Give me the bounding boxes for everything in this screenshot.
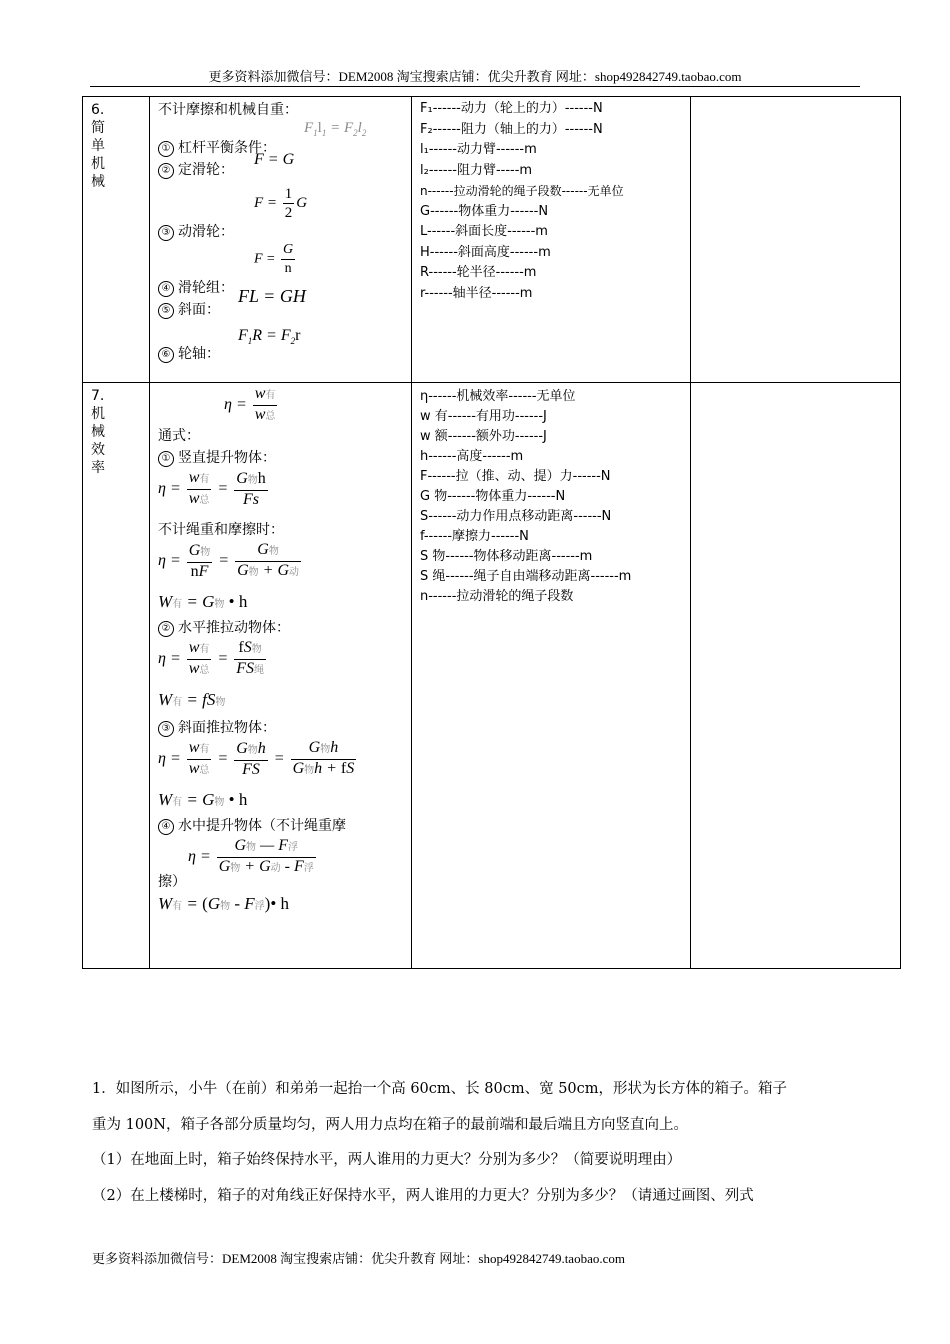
efficiency-general-formula: η = $\frac{\text{w有}}{\text{w总}}$ bbox=[224, 385, 276, 423]
variables-cell: F₁------动力（轮上的力）------N F₂------阻力（轴上的力）------N l₁------动力臂------m l₂------阻力臂-----m n------拉动滑轮的绳子段数------无单位 G------物体重力------N L------斜面长度------m H------斜面高度------m R------轮半径------m r------轴半径------m bbox=[412, 97, 691, 383]
formula-cell: η = $\frac{\text{w有}}{\text{w总}}$ 通式： ① 竖直提升物体： η = $\frac{\text{w有}}{\text{w总}}$ = $\frac{\text{G物h}}{Fs}$ 不计绳重和摩擦时： η = $\frac{\text{G物}}{nF}$ = $\frac{\text{G物}}{\text{G物 + G动}}$ W有 = G物 • h ② 水平推拉动物体： η = $\frac{\text{w有}}{\text{w总}}$ = $\frac{\text{fS物}}{\text{FS绳}}$ W有 = fS物 ③ 斜面推拉物体： η = $\frac{\text{w有}}{\text{w总}}$ = $\frac{\text{G物h}}{FS}$ = $\frac{\text{G物h}}{\text{G物h + fS}}$ W有 = G物 • h ④ 水中提升物体（不计绳重摩 η = $\frac{\text{G物 — F浮}}{\text{G物 + G动 - F浮}}$ 擦） W有 = (G物 - F浮)• h bbox=[150, 383, 412, 969]
question-part-1: （1）在地面上时，箱子始终保持水平，两人谁用的力更大？分别为多少？（简要说明理由） bbox=[92, 1152, 682, 1168]
lever-label: 杠杆平衡条件： bbox=[178, 140, 276, 156]
fixed-pulley-label: 定滑轮： bbox=[178, 162, 234, 178]
header-divider bbox=[90, 86, 860, 87]
page-header: 更多资料添加微信号：DEM2008 淘宝搜索店铺：优尖升教育 网址：shop492842749.taobao.com bbox=[208, 69, 742, 84]
no-rope-formula: η = $\frac{\text{G物}}{nF}$ = $\frac{\text{G物}}{\text{G物 + G动}}$ bbox=[158, 541, 300, 580]
question-part-2: （2）在上楼梯时，箱子的对角线正好保持水平，两人谁用的力更大？分别为多少？（请通过画图、列式 bbox=[92, 1188, 754, 1204]
horizontal-label: 水平推拉动物体： bbox=[178, 620, 290, 636]
useful-work-incline: W有 = G物 • h bbox=[158, 790, 248, 809]
no-rope-label: 不计绳重和摩擦时： bbox=[158, 522, 284, 538]
question-paragraph-1: 1．如图所示，小牛（在前）和弟弟一起抬一个高 60cm、长 80cm、宽 50cm，形状为长方体的箱子。箱子 bbox=[92, 1081, 788, 1097]
horizontal-formula: η = $\frac{\text{w有}}{\text{w总}}$ = $\frac{\text{fS物}}{\text{FS绳}}$ bbox=[158, 639, 264, 677]
vertical-lift-formula: η = $\frac{\text{w有}}{\text{w总}}$ = $\frac{\text{G物h}}{Fs}$ bbox=[158, 469, 266, 508]
pulley-block-formula: F = $\frac{G}{n}$ bbox=[254, 242, 294, 276]
question-paragraph-2: 重为 100N，箱子各部分质量均匀，两人用力点均在箱子的最前端和最后端且方向竖直向上。 bbox=[92, 1117, 688, 1133]
water-lift-formula: η = $\frac{\text{G物 — F浮}}{\text{G物 + G动 - F浮}}$ bbox=[188, 837, 314, 875]
category-cell: 7. 机 械 效 率 bbox=[83, 383, 150, 969]
movable-pulley-formula: F = $\frac{1}{2}$ G bbox=[254, 186, 308, 221]
table-row bbox=[83, 97, 901, 383]
variables-cell: η------机械效率------无单位 w 有------有用功------J w 额------额外功------J h------高度------m F------拉（推、动、提）力------N G 物------物体重力------N S------动力作用点移动距离------N f------摩擦力------N S 物------物体移动距离------m S 绳------绳子自由端移动距离------m n------拉动滑轮的绳子段数 bbox=[412, 383, 691, 969]
water-lift-label: 水中提升物体（不计绳重摩 bbox=[178, 818, 346, 834]
pulley-block-label: 滑轮组： bbox=[178, 280, 234, 296]
table-row bbox=[83, 383, 901, 969]
incline-push-formula: η = $\frac{\text{w有}}{\text{w总}}$ = $\frac{\text{G物h}}{FS}$ = $\frac{\text{G物h}}{\text{G物h + fS}}$ bbox=[158, 739, 355, 778]
formula-table bbox=[82, 96, 901, 969]
empty-cell bbox=[691, 97, 901, 383]
incline-formula: FL = GH bbox=[238, 286, 306, 306]
incline-push-label: 斜面推拉物体： bbox=[178, 720, 276, 736]
water-lift-label-cont: 擦） bbox=[158, 874, 186, 890]
wheel-axle-formula: $F_1R = F_2r$ bbox=[238, 327, 301, 347]
useful-work-water: W有 = (G物 - F浮)• h bbox=[158, 894, 290, 913]
page-footer: 更多资料添加微信号：DEM2008 淘宝搜索店铺：优尖升教育 网址：shop492842749.taobao.com bbox=[92, 1251, 625, 1266]
incline-label: 斜面： bbox=[178, 302, 220, 318]
general-label: 通式： bbox=[158, 428, 200, 444]
lever-formula: $F_1l_1 = F_2l_2$ bbox=[304, 120, 367, 138]
movable-pulley-label: 动滑轮： bbox=[178, 224, 234, 240]
useful-work-horizontal: W有 = fS物 bbox=[158, 690, 226, 709]
vertical-lift-label: 竖直提升物体： bbox=[178, 450, 276, 466]
fixed-pulley-formula: F = G bbox=[254, 151, 295, 168]
wheel-axle-label: 轮轴： bbox=[178, 346, 220, 362]
useful-work-vertical: W有 = G物 • h bbox=[158, 592, 248, 611]
category-cell: 6. 简 单 机 械 bbox=[83, 97, 150, 383]
empty-cell bbox=[691, 383, 901, 969]
formula-cell: 不计摩擦和机械自重： $F_1l_1 = F_2l_2$ ① 杠杆平衡条件： ② 定滑轮： F = G F = $\frac{1}{2}$ G ③ 动滑轮： F = $\frac{G}{n}$ ④ 滑轮组： ⑤ 斜面： FL = GH $F_1R = F_2r$ ⑥ 轮轴： bbox=[150, 97, 412, 383]
intro-text: 不计摩擦和机械自重： bbox=[158, 102, 298, 118]
